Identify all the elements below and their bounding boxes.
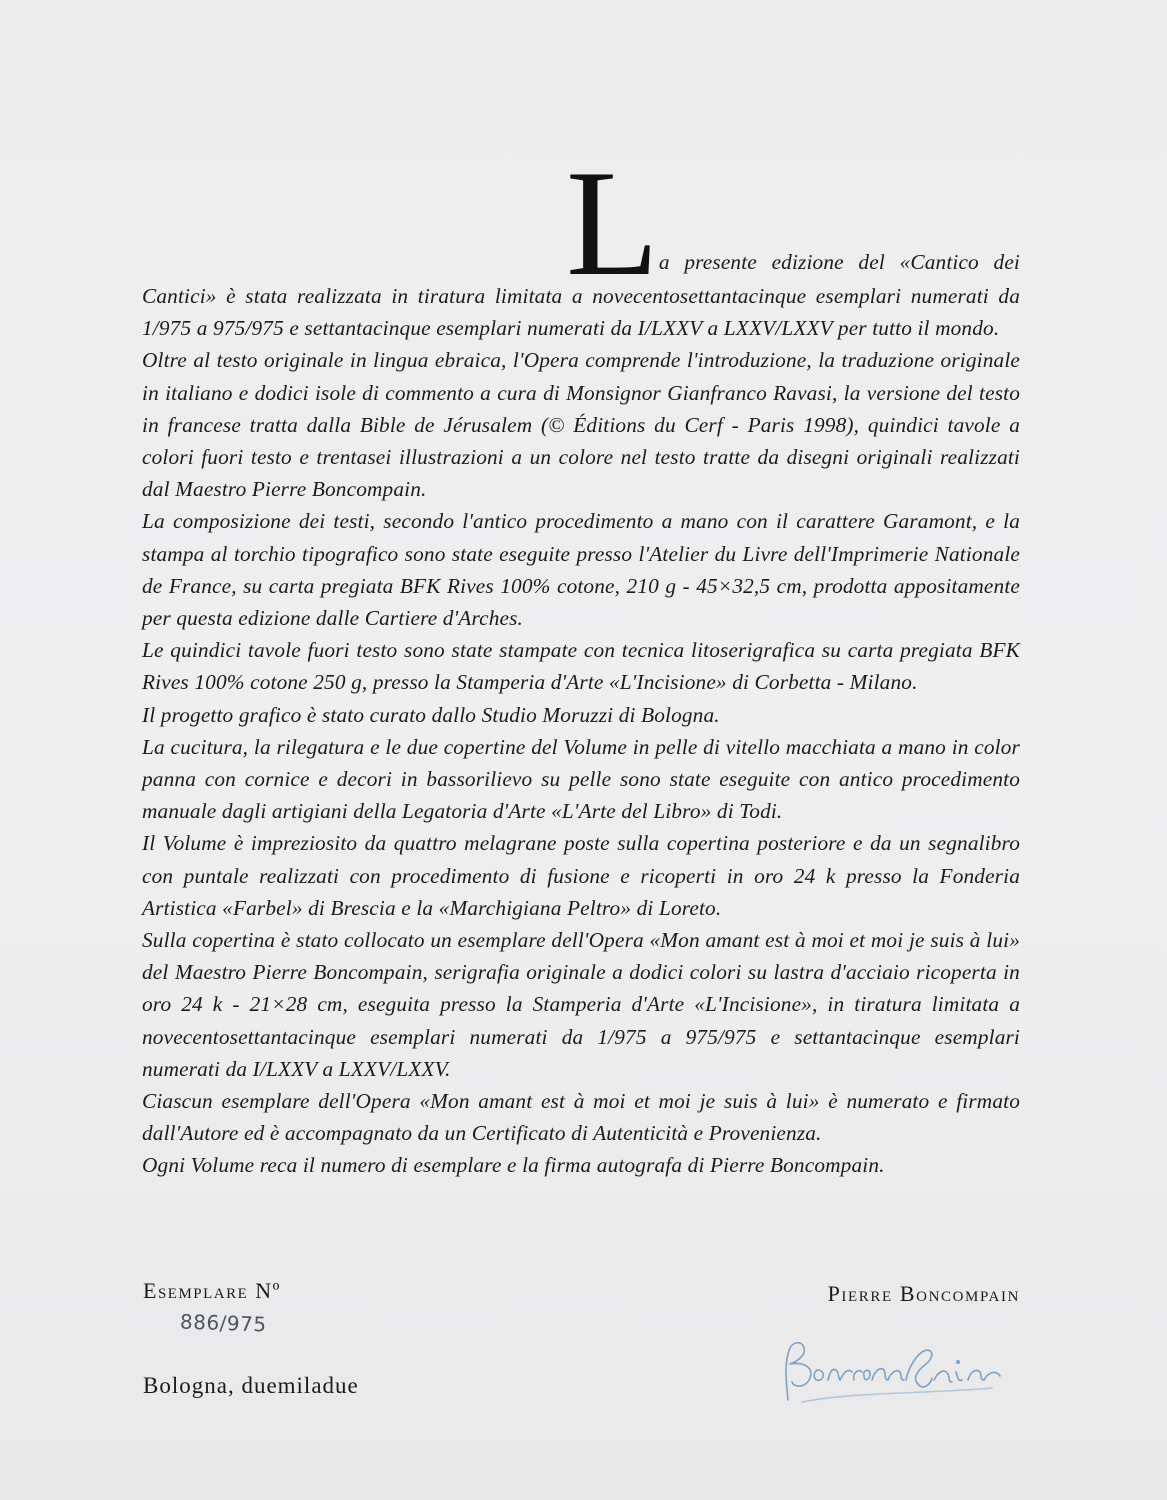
drop-cap: L bbox=[566, 139, 657, 307]
paragraph-certificate: Ciascun esemplare dell'Opera «Mon amant est à moi et moi je suis à lui» è numerato e firmato dall'Autore ed è accompagnato da un Certificato di Autenticità e Provenienza. bbox=[142, 1089, 1020, 1146]
paragraph-contents: Oltre al testo originale in lingua ebraica, l'Opera comprende l'introduzione, la traduzione originale in italiano e dodici isole di commento a cura di Monsignor Gianfranco Ravasi, la versione del testo in francese tratta dalla Bible de Jérusalem (© Éditions du Cerf - Paris 1998), quindici tavole a colori fuori testo e trentasei illustrazioni a un colore nel testo tratte da disegni originali realizzati dal Maestro Pierre Boncompain. bbox=[142, 348, 1020, 502]
paragraph-graphic-design: Il progetto grafico è stato curato dallo Studio Moruzzi di Bologna. bbox=[142, 702, 720, 727]
copy-number-block bbox=[143, 1278, 281, 1304]
paragraph-cover-artwork: Sulla copertina è stato collocato un esemplare dell'Opera «Mon amant est à moi et moi je suis à lui» del Maestro Pierre Boncompain, serigrafia originale a dodici colori su lastra d'acciaio ricoperta in oro 24 k - 21×28 cm, eseguita presso la Stamperia d'Arte «L'Incisione», in tiratura limitata a novecentosettantacinque esemplari numerati da 1/975 a 975/975 e settantacinque esemplari numerati da I/LXXV a LXXV/LXXV. bbox=[142, 928, 1020, 1081]
handwritten-copy-number: 886/975 bbox=[179, 1309, 267, 1337]
artist-name: Pierre Boncompain bbox=[827, 1281, 1020, 1306]
paragraph-typesetting: La composizione dei testi, secondo l'antico procedimento a mano con il carattere Garamont, e la stampa al torchio tipografico sono state eseguite presso l'Atelier du Livre dell'Imprimerie Nationale de France, su carta pregiata BFK Rives 100% cotone, 210 g - 45×32,5 cm, prodotta appositamente per questa edizione dalle Cartiere d'Arches. bbox=[142, 509, 1020, 631]
paragraph-edition-limits: Cantici» è stata realizzata in tiratura limitata a novecentosettantacinque esemplari numerati da 1/975 a 975/975 e settantacinque esemplari numerati da I/LXXV a LXXV/LXXV per tutto il mondo. bbox=[142, 284, 1020, 341]
place-and-date: Bologna, duemiladue bbox=[143, 1373, 359, 1398]
paragraph-ornaments: Il Volume è impreziosito da quattro melagrane poste sulla copertina posteriore e da un segnalibro con puntale realizzati con procedimento di fusione e ricoperti in oro 24 k presso la Fonderia Artistica «Farbel» di Brescia e la «Marchigiana Peltro» di Loreto. bbox=[142, 831, 1020, 920]
artist-signature bbox=[762, 1322, 1022, 1412]
colophon-body bbox=[142, 139, 1020, 1182]
copy-number-label: Esemplare Nº bbox=[143, 1278, 281, 1303]
paragraph-signature-note: Ogni Volume reca il numero di esemplare e la firma autografa di Pierre Boncompain. bbox=[142, 1153, 885, 1178]
paragraph-binding: La cucitura, la rilegatura e le due copertine del Volume in pelle di vitello macchiata a mano in color panna con cornice e decori in bassorilievo su pelle sono state eseguite con antico procedimento manuale dagli artigiani della Legatoria d'Arte «L'Arte del Libro» di Todi. bbox=[142, 734, 1020, 824]
opening-line-text: a presente edizione del «Cantico dei bbox=[658, 249, 1020, 274]
paragraph-plates: Le quindici tavole fuori testo sono state stampate con tecnica litoserigrafica su carta pregiata BFK Rives 100% cotone 250 g, presso la Stamperia d'Arte «L'Incisione» di Corbetta - Milano. bbox=[142, 638, 1020, 695]
opening-line bbox=[142, 139, 1020, 307]
